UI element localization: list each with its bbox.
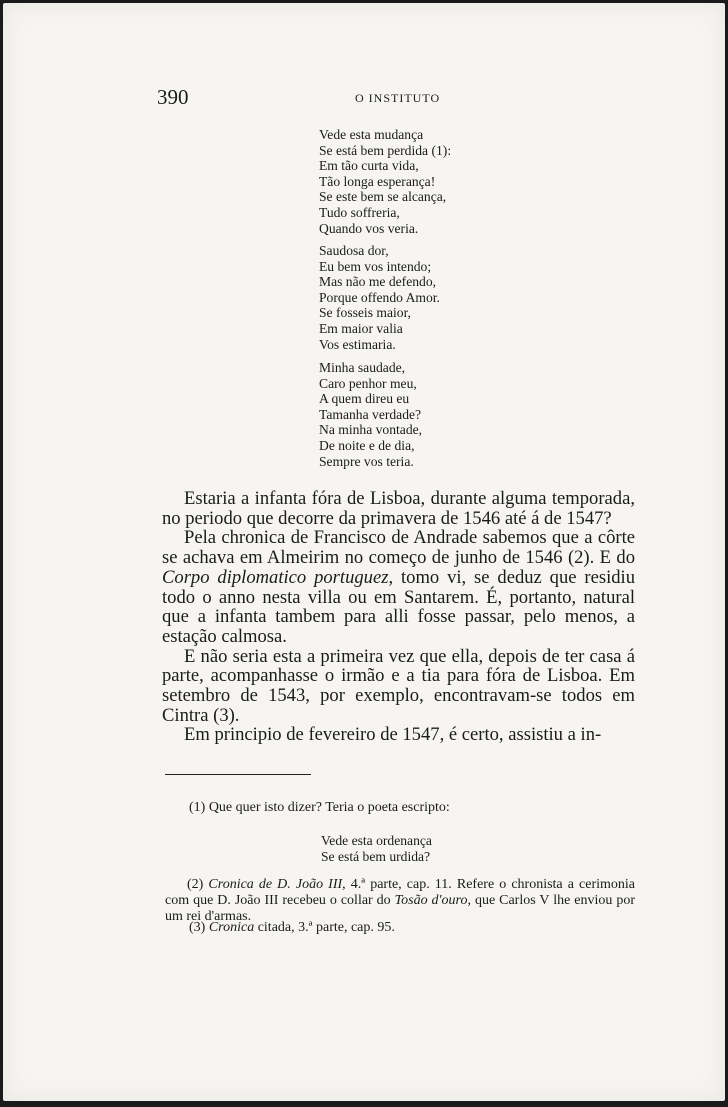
footnote-3-text: citada, 3.ª parte, cap. 95.	[254, 920, 395, 935]
page-number: 390	[157, 85, 189, 109]
book-page	[3, 3, 725, 1101]
footnote-2	[165, 877, 635, 925]
verse-line: Em maior valia	[319, 320, 403, 336]
verse-line: Vede esta mudança	[319, 127, 424, 142]
footnote-divider	[165, 774, 311, 775]
footnote-2-work-title: Cronica de D. João III	[208, 877, 343, 892]
footnote-2-number: (2)	[187, 877, 209, 892]
verse-line: Na minha vontade,	[319, 422, 423, 438]
verse-line: Tão longa esperança!	[319, 173, 436, 189]
body-text	[162, 489, 635, 745]
verse-line: Tudo soffreria,	[319, 204, 400, 220]
paragraph-3: E não seria esta a primeira vez que ella, depois de ter casa á parte, acompanhasse o irmão e a tia para fóra de Lisboa. Em setembro de 1543, por exemplo, encontravam-se todos em Cintra (3).	[162, 645, 635, 726]
paragraph-4: Em principio de fevereiro de 1547, é certo, assistiu a in-	[184, 724, 602, 746]
verse-line: Quando vos veria.	[319, 220, 419, 236]
work-title: Corpo diplomatico portuguez	[162, 566, 389, 588]
verse-line: Caro penhor meu,	[319, 375, 417, 391]
verse-line: Eu bem vos intendo;	[319, 258, 432, 274]
paragraph-1: Estaria a infanta fóra de Lisboa, durante alguma temporada, no periodo que decorre da primavera de 1546 até á de 1547?	[162, 488, 635, 529]
verse-line: Em tão curta vida,	[319, 158, 419, 174]
verse-line: Porque offendo Amor.	[319, 289, 440, 305]
paragraph-2-text-cont: , tomo vi, se deduz que residiu todo o anno nesta villa ou em Santarem. É, portanto, natural que a infanta tambem para alli fosse passar, pelo menos, a estação calmosa.	[162, 566, 635, 647]
verse-line: Se este bem se alcança,	[319, 189, 447, 205]
verse-line: Saudosa dor,	[319, 243, 389, 258]
verse-line: Tamanha verdade?	[319, 406, 422, 422]
footnote-3-work-title: Cronica	[208, 920, 255, 935]
paragraph-2	[162, 528, 635, 646]
quote-line: Se está bem urdida?	[321, 848, 431, 864]
verse-line: Se fosseis maior,	[319, 305, 411, 321]
footnote-3-number: (3)	[189, 920, 209, 935]
paragraph-2-text: Pela chronica de Francisco de Andrade sabemos que a côrte se achava em Almeirim no começo de junho de 1546 (2). E do	[162, 527, 635, 569]
footnote-2-text-end: , que Carlos V lhe enviou por um rei d'armas.	[165, 893, 636, 924]
poem-stanza-1	[319, 127, 451, 236]
verse-line: Se está bem perdida (1):	[319, 142, 452, 158]
poem-stanza-2	[319, 243, 440, 352]
verse-line: A quem direu eu	[319, 391, 410, 407]
footnote-2-text: , 4.ª parte, cap. 11. Refere o chronista a cerimonia com que D. João III recebeu o collar do	[165, 877, 636, 908]
verse-line: Minha saudade,	[319, 360, 406, 375]
footnote-1: (1) Que quer isto dizer? Teria o poeta escripto:	[189, 800, 450, 815]
verse-line: Mas não me defendo,	[319, 274, 437, 290]
running-title: O INSTITUTO	[355, 91, 441, 105]
footnote-2-italic: Tosão d'ouro	[394, 893, 468, 908]
verse-line: Vos estimaria.	[319, 336, 396, 352]
footnote-1-quote	[321, 833, 432, 864]
footnote-3	[189, 920, 395, 936]
quote-line: Vede esta ordenança	[321, 833, 432, 848]
poem-stanza-3	[319, 360, 422, 469]
verse-line: De noite e de dia,	[319, 437, 415, 453]
verse-line: Sempre vos teria.	[319, 453, 414, 469]
